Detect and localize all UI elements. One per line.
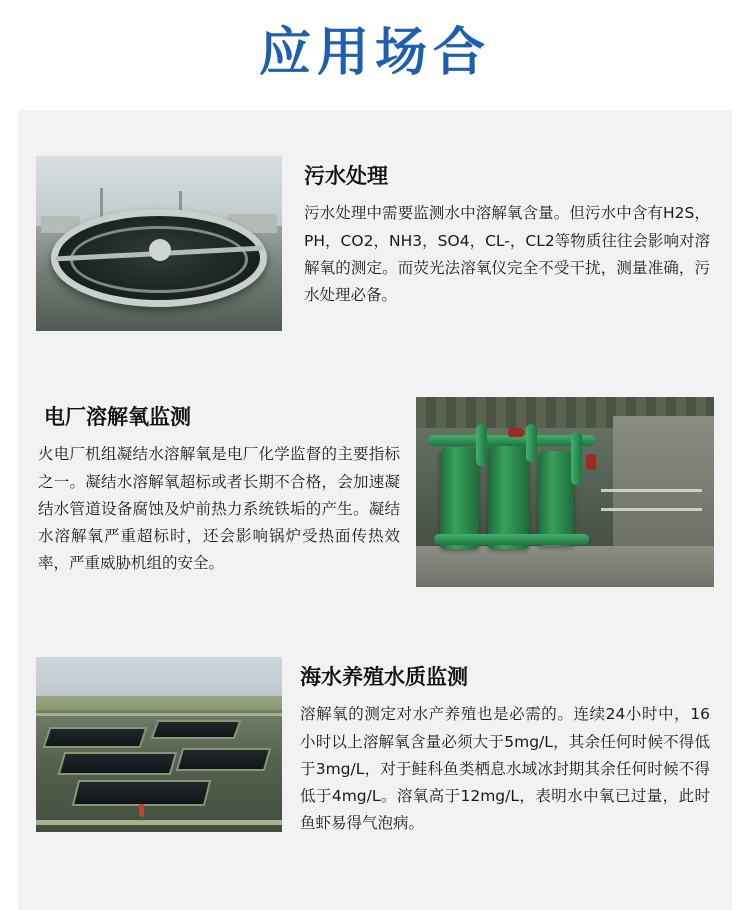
section-power-plant [36,397,714,587]
section-title-mariculture: 海水养殖水质监测 [300,665,468,690]
section-body-wastewater: 污水处理中需要监测水中溶解氧含量。但污水中含有H2S，PH，CO2，NH3，SO4，CL-，CL2等物质往往会影响对溶解氧的测定。而荧光法溶氧仪完全不受干扰，测量准确，污水处理必备。 [304,204,710,304]
power-plant-text-block [36,397,416,577]
content-panel [18,110,732,910]
mariculture-text-block [282,657,714,837]
section-title-wastewater: 污水处理 [304,164,388,189]
wastewater-text-block [282,156,714,309]
power-plant-pipework-photo [416,397,714,587]
section-mariculture [36,657,714,837]
section-body-mariculture: 溶解氧的测定对水产养殖也是必需的。连续24小时中，16小时以上溶解氧含量必须大于5mg/L，其余任何时候不得低于3mg/L，对于鲑科鱼类栖息水域冰封期其余任何时候不得低于4mg/L。溶氧高于12mg/L，表明水中氧已过量，此时鱼虾易得气泡病。 [300,705,710,832]
section-title-power-plant: 电厂溶解氧监测 [44,405,191,430]
aquaculture-ponds-photo [36,657,282,832]
wastewater-treatment-clarifier-photo [36,156,282,331]
page-title: 应用场合 [258,23,491,83]
section-body-power-plant: 火电厂机组凝结水溶解氧是电厂化学监督的主要指标之一。凝结水溶解氧超标或者长期不合格，会加速凝结水管道设备腐蚀及炉前热力系统铁垢的产生。凝结水溶解氧严重超标时，还会影响锅炉受热面传热效率，严重威胁机组的安全。 [38,445,400,572]
section-wastewater [36,156,714,331]
